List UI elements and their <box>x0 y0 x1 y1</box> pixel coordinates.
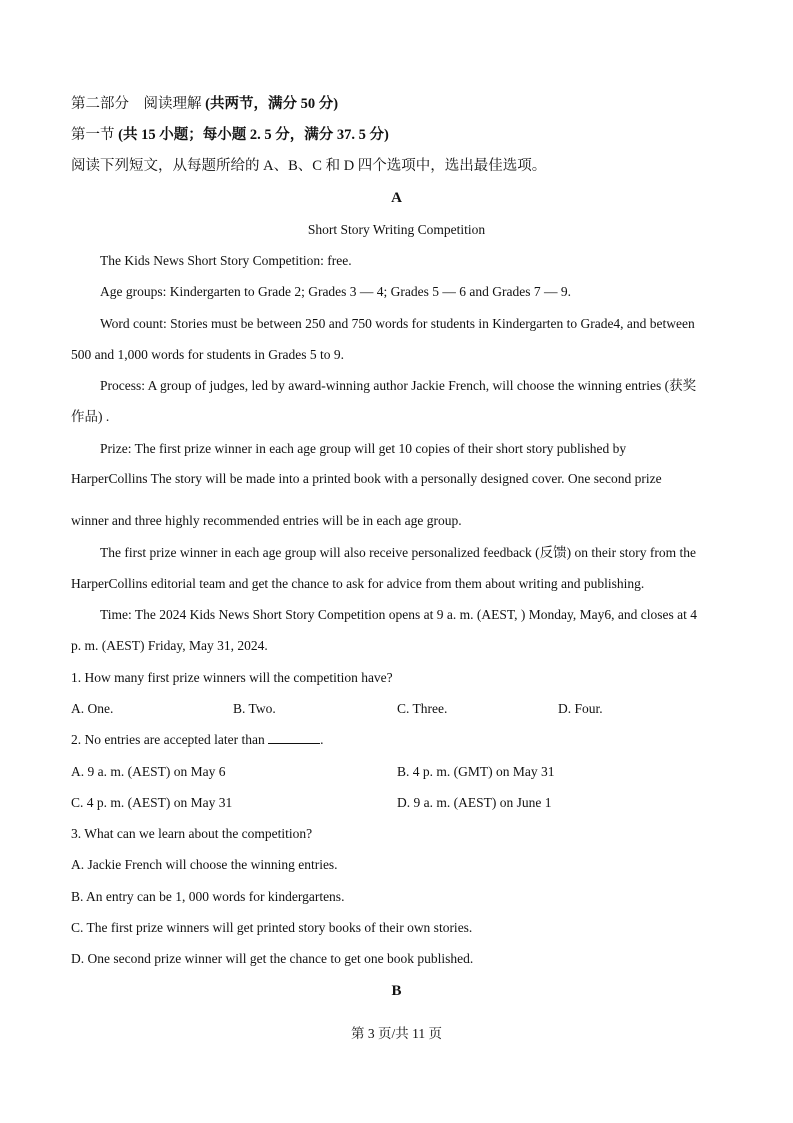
q2-option-c[interactable]: C. 4 p. m. (AEST) on May 31 <box>71 795 233 810</box>
q1-option-b[interactable]: B. Two. <box>233 701 276 716</box>
passage-paragraph: Process: A group of judges, led by award-winning author Jackie French, will choose the winning entries (获奖 <box>100 378 697 393</box>
passage-paragraph: The Kids News Short Story Competition: free. <box>100 253 352 268</box>
question-1-stem: 1. How many first prize winners will the competition have? <box>71 670 393 685</box>
q3-option-a[interactable]: A. Jackie French will choose the winning entries. <box>71 857 338 872</box>
q1-option-c[interactable]: C. Three. <box>397 701 448 716</box>
section-heading <box>71 126 722 144</box>
passage-paragraph: Word count: Stories must be between 250 and 750 words for students in Kindergarten to Grade4, and between <box>100 316 695 331</box>
q2-option-a[interactable]: A. 9 a. m. (AEST) on May 6 <box>71 764 226 779</box>
part-heading-score: (共两节，满分 50 分) <box>205 96 339 112</box>
q2-option-d[interactable]: D. 9 a. m. (AEST) on June 1 <box>397 795 552 810</box>
passage-a-title: Short Story Writing Competition <box>307 222 486 237</box>
passage-paragraph-cont: p. m. (AEST) Friday, May 31, 2024. <box>71 638 268 653</box>
instruction: 阅读下列短文，从每题所给的 A、B、C 和 D 四个选项中，选出最佳选项。 <box>71 158 547 174</box>
section-heading-text: 第一节 <box>71 127 119 143</box>
passage-paragraph-cont: 500 and 1,000 words for students in Grades 5 to 9. <box>71 347 344 362</box>
passage-paragraph: The first prize winner in each age group will also receive personalized feedback (反馈) on their story from the <box>100 545 697 560</box>
passage-paragraph: Age groups: Kindergarten to Grade 2; Grades 3 — 4; Grades 5 — 6 and Grades 7 — 9. <box>100 284 572 299</box>
q2-option-b[interactable]: B. 4 p. m. (GMT) on May 31 <box>397 764 555 779</box>
part-heading-text: 第二部分 阅读理解 <box>71 96 206 112</box>
question-3-stem: 3. What can we learn about the competition? <box>71 826 313 841</box>
section-heading-score: (共 15 小题；每小题 2. 5 分，满分 37. 5 分) <box>118 127 389 143</box>
q1-option-d[interactable]: D. Four. <box>558 701 603 716</box>
passage-paragraph: Time: The 2024 Kids News Short Story Competition opens at 9 a. m. (AEST, ) Monday, May6, and closes at 4 <box>100 607 697 622</box>
page-footer: 第 3 页/共 11 页 <box>351 1026 442 1041</box>
passage-paragraph: Prize: The first prize winner in each age group will get 10 copies of their short story published by <box>100 441 627 456</box>
question-2-text: 2. No entries are accepted later than <box>71 732 269 747</box>
passage-a-letter: A <box>391 190 402 206</box>
passage-paragraph-cont: 作品) . <box>71 409 110 424</box>
passage-paragraph-cont: HarperCollins editorial team and get the chance to ask for advice from them about writing and publishing. <box>71 576 645 591</box>
question-2-stem <box>71 731 722 749</box>
q3-option-b[interactable]: B. An entry can be 1, 000 words for kindergartens. <box>71 889 345 904</box>
answer-blank <box>268 731 320 744</box>
passage-paragraph-cont: HarperCollins The story will be made into a printed book with a personally designed cover. One second prize <box>71 471 662 486</box>
passage-paragraph-cont: winner and three highly recommended entries will be in each age group. <box>71 513 462 528</box>
q3-option-d[interactable]: D. One second prize winner will get the chance to get one book published. <box>71 951 474 966</box>
q3-option-c[interactable]: C. The first prize winners will get printed story books of their own stories. <box>71 920 473 935</box>
passage-b-letter: B <box>391 983 402 999</box>
q1-option-a[interactable]: A. One. <box>71 701 114 716</box>
part-heading <box>71 95 722 113</box>
question-2-end: . <box>320 732 324 747</box>
